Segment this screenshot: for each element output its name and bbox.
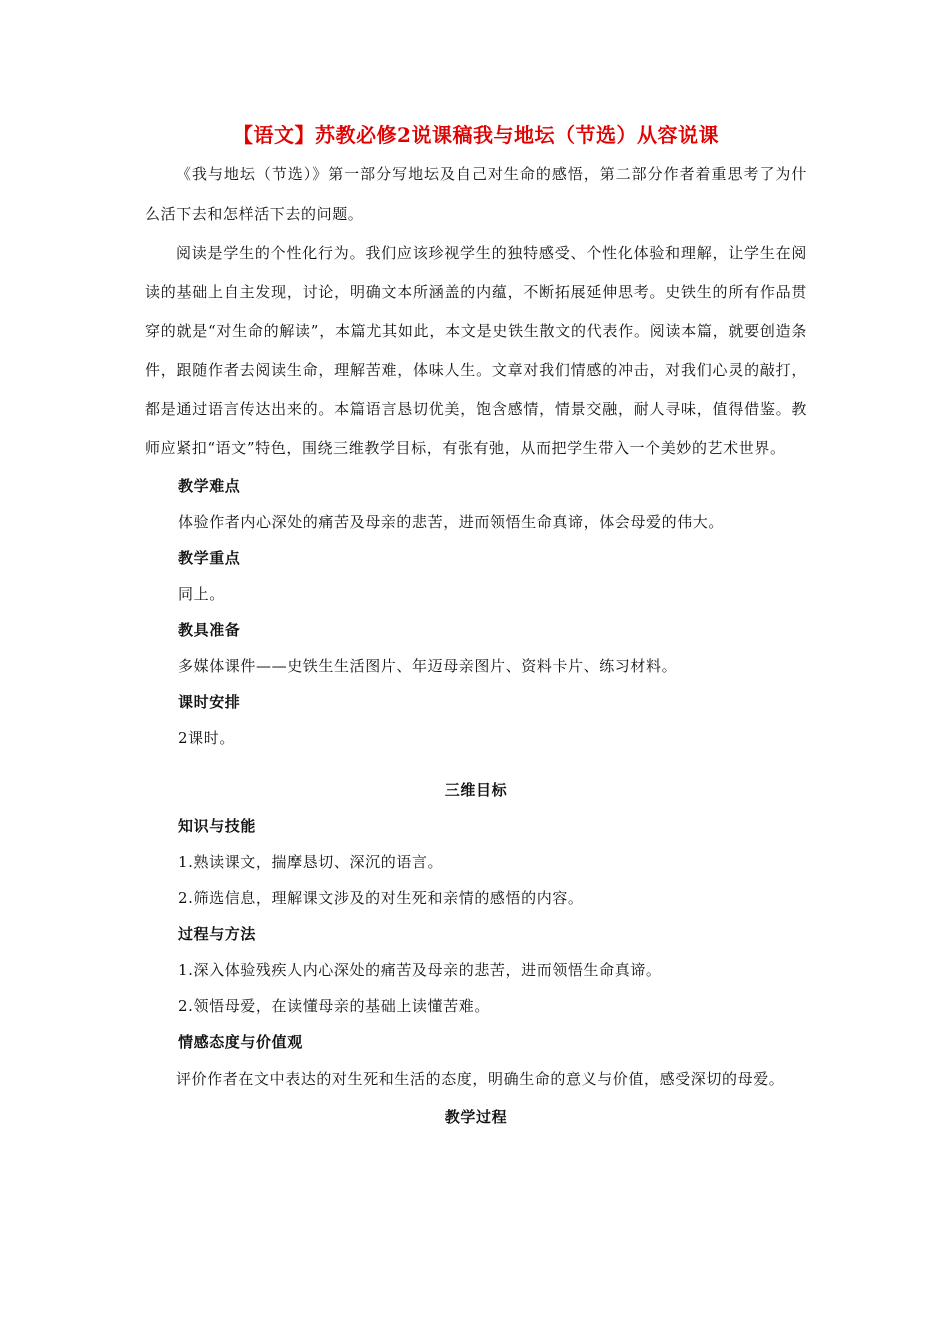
intro-paragraph-2: 阅读是学生的个性化行为。我们应该珍视学生的独特感受、个性化体验和理解，让学生在阅读的基础上自主发现，讨论，明确文本所涵盖的内蕴，不断拓展延伸思考。史铁生的所有作品贯穿的就是“对生命的解读”，本篇尤其如此，本文是史铁生散文的代表作。阅读本篇，就要创造条件，跟随作者去阅读生命，理解苦难，体味人生。文章对我们情感的冲击，对我们心灵的敲打，都是通过语言传达出来的。本篇语言恳切优美，饱含感情，情景交融，耐人寻味，值得借鉴。教师应紧扣“语文”特色，围绕三维教学目标，有张有弛，从而把学生带入一个美妙的艺术世界。 <box>145 244 807 457</box>
process-method-heading: 过程与方法 <box>178 925 257 943</box>
materials-heading: 教具准备 <box>178 621 241 639</box>
difficulty-text: 体验作者内心深处的痛苦及母亲的悲苦，进而领悟生命真谛，体会母爱的伟大。 <box>178 513 725 531</box>
difficulty-heading: 教学难点 <box>178 477 241 495</box>
attitude-text: 评价作者在文中表达的对生死和生活的态度，明确生命的意义与价值，感受深切的母爱。 <box>176 1070 785 1088</box>
schedule-heading: 课时安排 <box>178 693 241 711</box>
materials-text: 多媒体课件——史铁生生活图片、年迈母亲图片、资料卡片、练习材料。 <box>178 657 678 675</box>
intro-paragraph-1: 《我与地坛（节选）》第一部分写地坛及自己对生命的感悟，第二部分作者着重思考了为什么活下去和怎样活下去的问题。 <box>145 165 807 223</box>
schedule-text: 2课时。 <box>178 729 235 747</box>
document-page <box>145 118 807 1135</box>
attitude-heading: 情感态度与价值观 <box>178 1033 303 1051</box>
knowledge-item-2: 2.筛选信息，理解课文涉及的对生死和亲情的感悟的内容。 <box>178 889 584 907</box>
document-title: 【语文】苏教必修2说课稿我与地坛（节选）从容说课 <box>233 123 719 147</box>
knowledge-item-1: 1.熟读课文，揣摩恳切、深沉的语言。 <box>178 853 444 871</box>
process-method-item-2: 2.领悟母爱，在读懂母亲的基础上读懂苦难。 <box>178 997 490 1015</box>
knowledge-heading: 知识与技能 <box>178 817 257 835</box>
key-points-heading: 教学重点 <box>178 549 241 567</box>
key-points-text: 同上。 <box>178 585 225 603</box>
section-spacer <box>145 756 807 772</box>
process-method-item-1: 1.深入体验残疾人内心深处的痛苦及母亲的悲苦，进而领悟生命真谛。 <box>178 961 662 979</box>
teaching-process-heading: 教学过程 <box>444 1108 508 1126</box>
objectives-heading: 三维目标 <box>444 781 508 799</box>
